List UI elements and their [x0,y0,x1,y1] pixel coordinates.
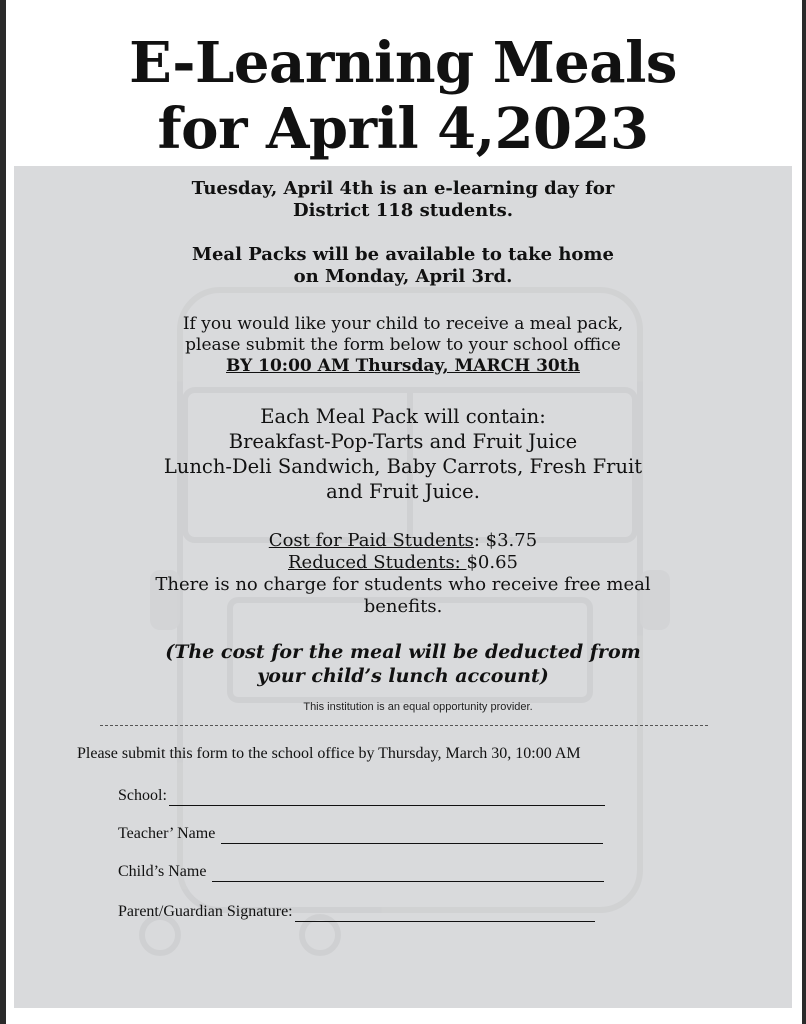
intro-line-1: Tuesday, April 4th is an e-learning day for [191,178,615,199]
school-field-line[interactable] [169,789,605,806]
school-field[interactable] [118,784,605,806]
submit-deadline: BY 10:00 AM Thursday, MARCH 30th [226,356,580,376]
pickup-line-1: Meal Packs will be available to take home [192,244,614,265]
page-title [0,30,806,162]
cost-free-line-1: There is no charge for students who receive free meal [155,574,651,595]
child-field-label: Child’s Name [118,863,207,880]
parent-field-label: Parent/Guardian Signature: [118,903,293,920]
cut-line-divider [100,725,708,726]
parent-signature-line[interactable] [295,905,595,922]
contents-breakfast: Breakfast-Pop-Tarts and Fruit Juice [228,430,578,453]
cost-free-line-2: benefits. [363,596,443,617]
cost-paid-label: Cost for Paid Students [268,530,474,551]
contents-lunch-line-1: Lunch-Deli Sandwich, Baby Carrots, Fresh Fruit [163,455,643,478]
child-field-line[interactable] [212,865,604,882]
deduction-line-2: your child’s lunch account) [257,665,549,687]
equal-opportunity-statement: This institution is an equal opportunity provider. [303,701,533,713]
title-line-2: for April 4,2023 [157,96,649,162]
cost-reduced-label: Reduced Students: [287,552,467,573]
pickup-text [0,244,806,288]
cost-info [0,530,806,618]
teacher-name-field[interactable] [118,822,603,844]
parent-signature-field[interactable] [118,900,595,922]
intro-line-2: District 118 students. [293,200,513,221]
cost-paid [0,530,806,552]
title-line-1: E-Learning Meals [129,30,677,96]
cost-paid-value: : $3.75 [473,530,538,551]
deduction-note [0,640,806,688]
teacher-field-line[interactable] [221,827,603,844]
deduction-line-1: (The cost for the meal will be deducted from [165,641,641,663]
pickup-line-2: on Monday, April 3rd. [293,266,513,287]
contents-heading: Each Meal Pack will contain: [260,405,546,428]
child-name-field[interactable] [118,860,604,882]
teacher-field-label: Teacher’ Name [118,825,216,842]
submit-line-1: If you would like your child to receive a meal pack, [182,314,624,334]
meal-contents [0,404,806,504]
contents-lunch-line-2: and Fruit Juice. [326,480,480,503]
school-field-label: School: [118,787,167,804]
form-instructions: Please submit this form to the school office by Thursday, March 30, 10:00 AM [77,745,581,762]
submit-notice [0,314,806,377]
intro-text [0,178,806,222]
submit-line-2: please submit the form below to your school office [185,335,621,355]
cost-reduced [0,552,806,574]
cost-reduced-value: $0.65 [466,552,518,573]
